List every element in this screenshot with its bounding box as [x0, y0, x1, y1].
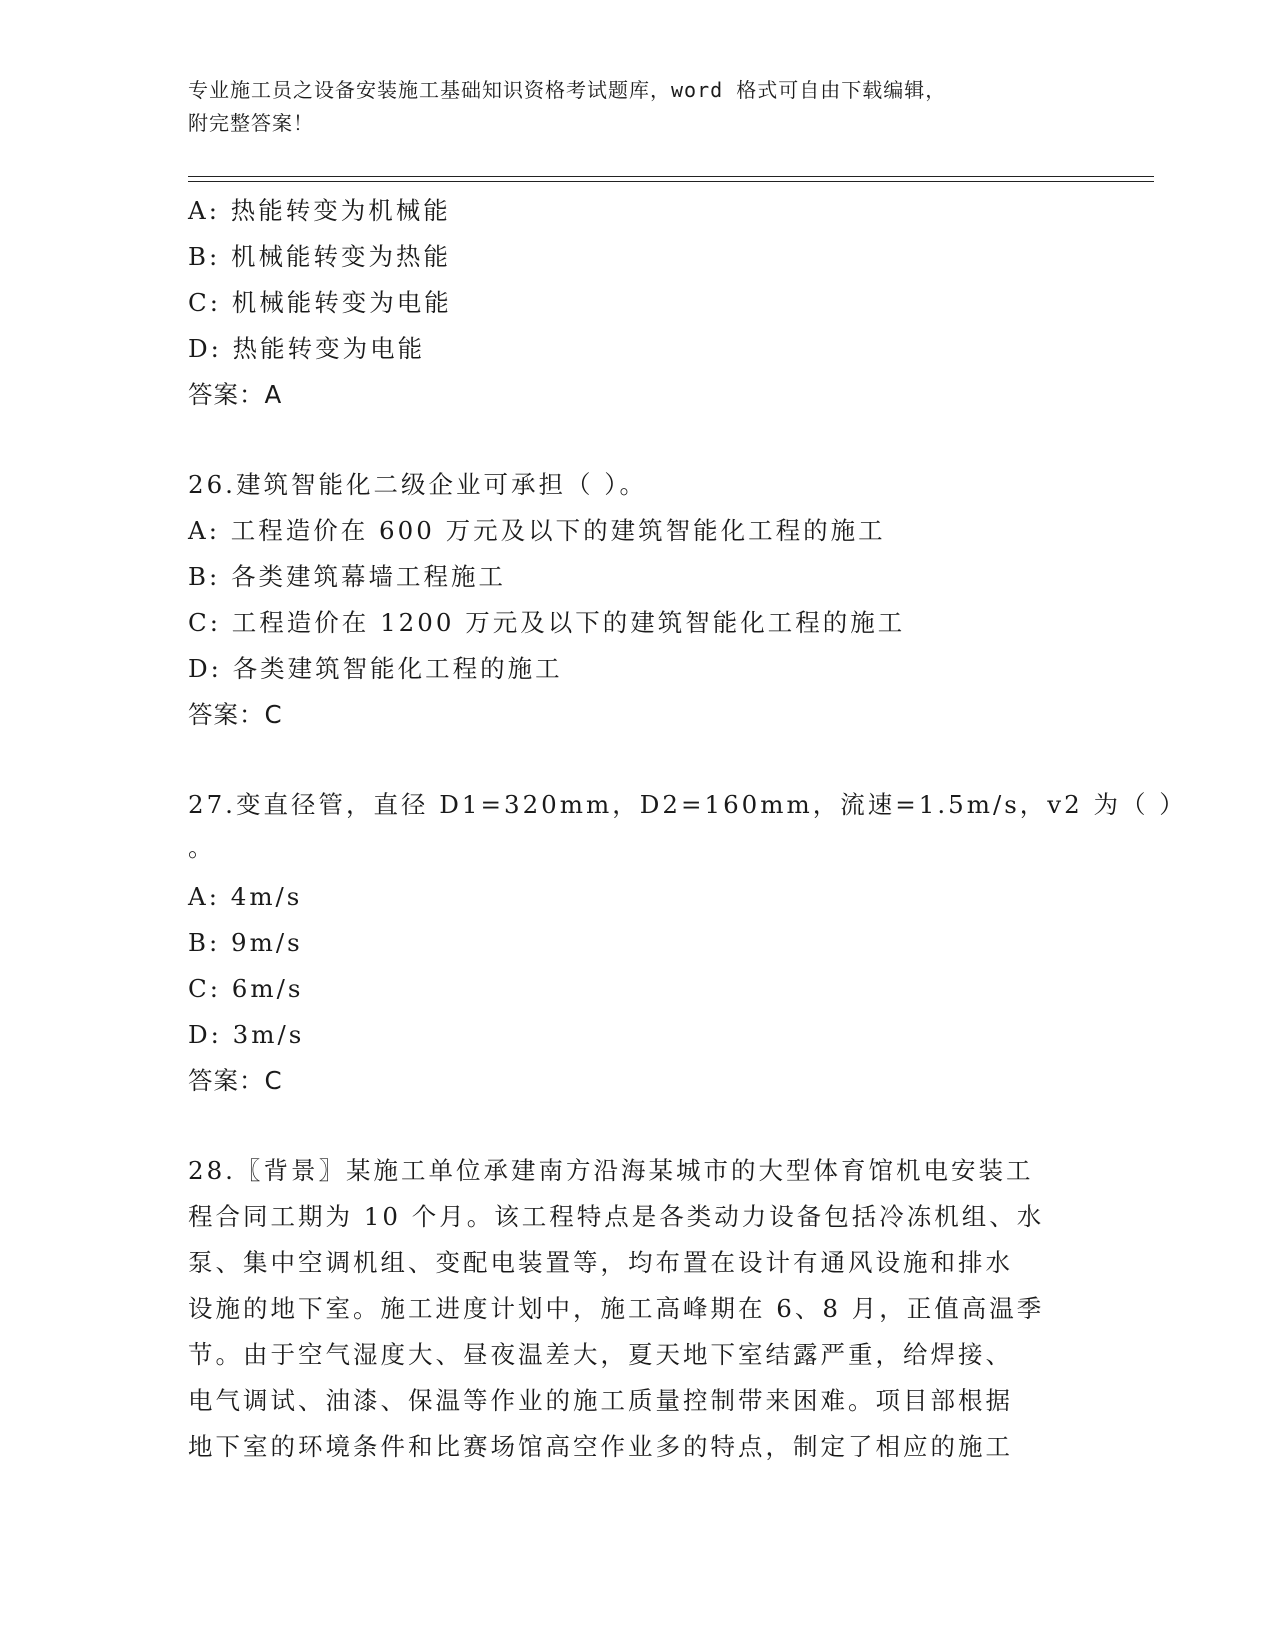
question-27	[188, 782, 1187, 1104]
document-header	[188, 74, 1068, 140]
paragraph-line: 28.〖背景〗某施工单位承建南方沿海某城市的大型体育馆机电安装工	[188, 1156, 1034, 1185]
paragraph-line: 程合同工期为 10 个月。该工程特点是各类动力设备包括冷冻机组、水	[188, 1202, 1045, 1231]
option-c: C: 工程造价在 1200 万元及以下的建筑智能化工程的施工	[188, 608, 906, 637]
option-b: B: 9m/s	[188, 928, 303, 957]
option-d: D: 热能转变为电能	[188, 334, 426, 363]
question-text: 27.变直径管，直径 D1=320mm，D2=160mm，流速=1.5m/s，v2 为（ ）	[188, 790, 1187, 819]
paragraph-line: 节。由于空气湿度大、昼夜温差大，夏天地下室结露严重，给焊接、	[188, 1340, 1013, 1369]
answer-line: 答案：C	[188, 1066, 283, 1095]
paragraph-line: 电气调试、油漆、保温等作业的施工质量控制带来困难。项目部根据	[188, 1386, 1013, 1415]
option-a: A: 热能转变为机械能	[188, 196, 451, 225]
question-26	[188, 462, 1088, 738]
question-28	[188, 1148, 1088, 1470]
option-a: A: 工程造价在 600 万元及以下的建筑智能化工程的施工	[188, 516, 886, 545]
question-25	[188, 188, 1088, 418]
option-b: B: 各类建筑幕墙工程施工	[188, 562, 507, 591]
option-d: D: 3m/s	[188, 1020, 305, 1049]
header-divider-top	[188, 176, 1154, 177]
option-c: C: 6m/s	[188, 974, 304, 1003]
answer-line: 答案：C	[188, 700, 283, 729]
paragraph-line: 泵、集中空调机组、变配电装置等，均布置在设计有通风设施和排水	[188, 1248, 1013, 1277]
header-divider-bottom	[188, 181, 1154, 182]
answer-line: 答案：A	[188, 380, 283, 409]
header-line-2: 附完整答案！	[188, 111, 314, 135]
paragraph-line: 设施的地下室。施工进度计划中，施工高峰期在 6、8 月，正值高温季	[188, 1294, 1045, 1323]
option-b: B: 机械能转变为热能	[188, 242, 452, 271]
question-list	[188, 188, 1187, 1470]
option-c: C: 机械能转变为电能	[188, 288, 452, 317]
header-line-1: 专业施工员之设备安装施工基础知识资格考试题库，word 格式可自由下载编辑，	[188, 78, 947, 102]
question-text: 26.建筑智能化二级企业可承担（ ）。	[188, 470, 647, 499]
option-a: A: 4m/s	[188, 882, 303, 911]
paragraph-line: 地下室的环境条件和比赛场馆高空作业多的特点，制定了相应的施工	[188, 1432, 1013, 1461]
question-text-tail: 。	[188, 833, 213, 862]
option-d: D: 各类建筑智能化工程的施工	[188, 654, 563, 683]
